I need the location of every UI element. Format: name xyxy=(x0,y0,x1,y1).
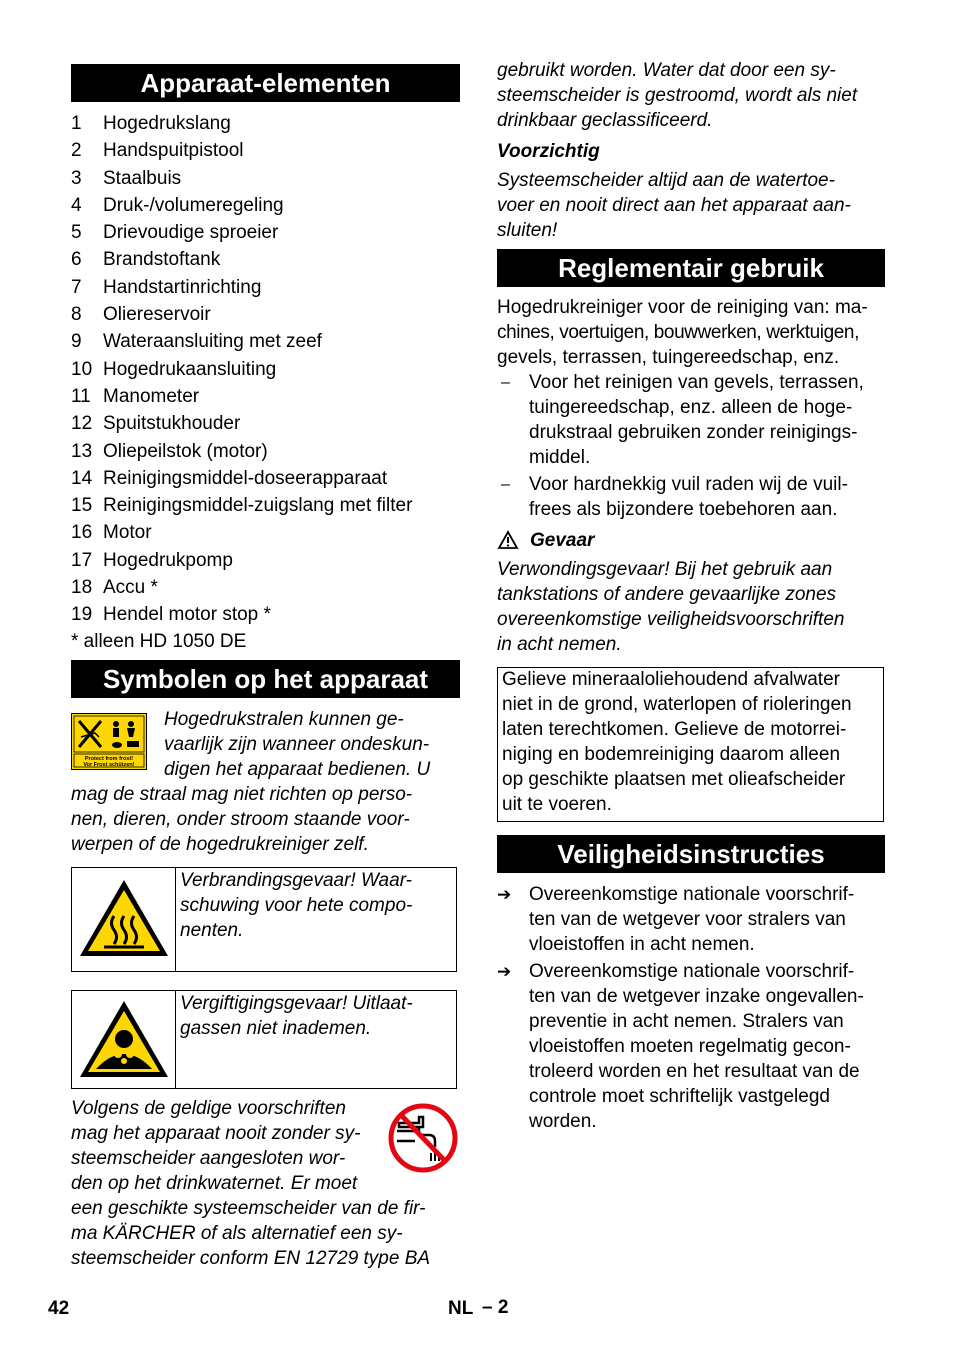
item-number: 2 xyxy=(71,140,82,162)
frost-label-en: Protect from frost! xyxy=(84,756,134,762)
list-item xyxy=(71,165,412,192)
use-text-line: gevels, terrassen, tuingereedschap, enz. xyxy=(497,347,840,368)
dash-bullet: – xyxy=(501,374,510,391)
safety2-line: Overeenkomstige nationale voorschrif- xyxy=(529,961,855,982)
safety2-line: ten van de wetgever inzake ongevallen- xyxy=(529,986,864,1007)
item-label: Reinigingsmiddel-zuigslang met filter xyxy=(103,495,413,517)
item-label: Manometer xyxy=(103,385,200,407)
symbol1-text-line: digen het apparaat bedienen. U xyxy=(164,759,431,780)
item-label: Oliepeilstok (motor) xyxy=(103,440,268,462)
item-label: Oliereservoir xyxy=(103,304,211,326)
footnote: * alleen HD 1050 DE xyxy=(71,631,247,652)
item-label: Drievoudige sproeier xyxy=(103,222,279,244)
item-number: 6 xyxy=(71,249,82,271)
item-number: 10 xyxy=(71,358,93,380)
item-label: Hendel motor stop * xyxy=(103,604,271,626)
danger-text-line: in acht nemen. xyxy=(497,634,622,655)
list-item xyxy=(71,192,412,219)
item-label: Handstartinrichting xyxy=(103,276,262,298)
item-label: Brandstoftank xyxy=(103,249,221,271)
item-label: Spuitstukhouder xyxy=(103,413,241,435)
use-text-line: chines, voertuigen, bouwwerken, werktuigen, xyxy=(497,322,859,343)
list-item xyxy=(71,356,412,383)
list-item xyxy=(71,328,412,355)
list-item xyxy=(71,137,412,164)
item-number: 1 xyxy=(71,113,82,134)
item-number: 16 xyxy=(71,522,93,544)
symbol1-text-line: mag de straal mag niet richten op perso- xyxy=(71,784,413,805)
continued-text-line: drinkbaar geclassificeerd. xyxy=(497,110,713,131)
item-number: 12 xyxy=(71,413,93,435)
item-number: 4 xyxy=(71,194,82,216)
list-item xyxy=(71,492,412,519)
safety1-line: Overeenkomstige nationale voorschrif- xyxy=(529,884,855,905)
item-label: Reinigingsmiddel-doseerapparaat xyxy=(103,467,388,489)
item-number: 15 xyxy=(71,495,93,517)
list-item xyxy=(71,438,412,465)
symbol1-text-line: nen, dieren, onder stroom staande voor- xyxy=(71,809,410,830)
water-text-line: ma KÄRCHER of als alternatief een sy- xyxy=(71,1223,403,1244)
water-text-line: steemscheider conform EN 12729 type BA xyxy=(71,1248,431,1269)
list-item xyxy=(71,246,412,273)
item-label: Druk-/volumeregeling xyxy=(103,194,284,216)
section-title-reglementair: Reglementair gebruik xyxy=(497,249,885,287)
arrow-bullet-icon: ➔ xyxy=(497,962,512,981)
item-number: 18 xyxy=(71,577,93,599)
danger-text-line: tankstations of andere gevaarlijke zones xyxy=(497,584,837,605)
danger-text-line: Verwondingsgevaar! Bij het gebruik aan xyxy=(497,559,833,580)
symbol1-text-line: vaarlijk zijn wanneer ondeskun- xyxy=(164,734,430,755)
item-label: Hogedrukaansluiting xyxy=(103,358,277,380)
safety2-line: controle moet schriftelijk vastgelegd xyxy=(529,1086,830,1107)
danger-heading: Gevaar xyxy=(530,530,595,551)
list-item xyxy=(71,410,412,437)
hot-warning-line: Verbrandingsgevaar! Waar- xyxy=(180,870,412,891)
icon-cell xyxy=(72,991,176,1088)
gas-warning-line: Vergiftigingsgevaar! Uitlaat- xyxy=(180,993,413,1014)
high-pressure-warning-label-icon xyxy=(71,713,147,770)
list-item xyxy=(71,219,412,246)
item-number: 11 xyxy=(71,385,91,407)
parts-list xyxy=(71,110,412,629)
symbol1-text-line: Hogedrukstralen kunnen ge- xyxy=(164,709,404,730)
water-text-line: steemscheider aangesloten wor- xyxy=(71,1148,346,1169)
bullet1-line: tuingereedschap, enz. alleen de hoge- xyxy=(529,397,853,418)
toxic-gas-icon xyxy=(76,999,172,1085)
item-number: 7 xyxy=(71,276,82,298)
item-number: 14 xyxy=(71,467,93,489)
item-number: 19 xyxy=(71,604,93,626)
water-text-line: Volgens de geldige voorschriften xyxy=(71,1098,346,1119)
list-item xyxy=(71,383,412,410)
note-line: niging en bodemreiniging daarom alleen xyxy=(502,744,841,765)
water-text-line: een geschikte systeemscheider van de fir- xyxy=(71,1198,426,1219)
dash-bullet: – xyxy=(501,476,510,493)
use-text-line: Hogedrukreiniger voor de reiniging van: ma- xyxy=(497,297,868,318)
frost-label-de: Vor Frost schützen! xyxy=(83,762,135,768)
safety2-line: troleerd worden en het resultaat van de xyxy=(529,1061,860,1082)
caution-text-line: Systeemscheider altijd aan de watertoe- xyxy=(497,170,835,191)
warning-triangle-icon xyxy=(497,530,519,550)
section-title-symbolen: Symbolen op het apparaat xyxy=(71,660,460,698)
symbol1-text-line: werpen of de hogedrukreiniger zelf. xyxy=(71,834,369,855)
item-number: 13 xyxy=(71,440,93,462)
water-text-line: mag het apparaat nooit zonder sy- xyxy=(71,1123,361,1144)
list-item xyxy=(71,519,412,546)
note-line: laten terechtkomen. Gelieve de motorrei- xyxy=(502,719,847,740)
item-number: 8 xyxy=(71,304,82,326)
item-label: Hogedrukslang xyxy=(103,113,231,134)
safety2-line: preventie in acht nemen. Stralers van xyxy=(529,1011,844,1032)
safety2-line: worden. xyxy=(529,1111,597,1132)
icon-cell xyxy=(72,868,176,971)
continued-text-line: gebruikt worden. Water dat door een sy- xyxy=(497,60,836,81)
safety1-line: ten van de wetgever voor stralers van xyxy=(529,909,846,930)
item-number: 5 xyxy=(71,222,82,244)
item-number: 9 xyxy=(71,331,82,353)
item-label: Accu * xyxy=(103,577,158,599)
item-number: 3 xyxy=(71,167,82,189)
list-item xyxy=(71,301,412,328)
water-text-line: den op het drinkwaternet. Er moet xyxy=(71,1173,358,1194)
list-item xyxy=(71,601,412,628)
page-number: 42 xyxy=(48,1298,70,1319)
item-label: Staalbuis xyxy=(103,167,182,189)
caution-heading: Voorzichtig xyxy=(497,141,600,162)
note-line: niet in de grond, waterlopen of rioleringen xyxy=(502,694,852,715)
sub-page-number: – 2 xyxy=(482,1297,509,1318)
item-label: Motor xyxy=(103,522,152,544)
hot-warning-line: schuwing voor hete compo- xyxy=(180,895,413,916)
arrow-bullet-icon: ➔ xyxy=(497,885,512,904)
danger-text-line: overeenkomstige veiligheidsvoorschriften xyxy=(497,609,845,630)
section-title-apparaat-elementen: Apparaat-elementen xyxy=(71,64,460,102)
continued-text-line: steemscheider is gestroomd, wordt als niet xyxy=(497,85,858,106)
note-line: uit te voeren. xyxy=(502,794,612,815)
safety1-line: vloeistoffen in acht nemen. xyxy=(529,934,755,955)
note-line: Gelieve mineraaloliehoudend afvalwater xyxy=(502,669,840,690)
caution-text-line: voer en nooit direct aan het apparaat aan- xyxy=(497,195,851,216)
list-item xyxy=(71,274,412,301)
item-label: Hogedrukpomp xyxy=(103,549,233,571)
hot-warning-line: nenten. xyxy=(180,920,244,941)
item-label: Wateraansluiting met zeef xyxy=(103,331,322,353)
language-code: NL xyxy=(448,1298,474,1319)
list-item xyxy=(71,574,412,601)
note-line: op geschikte plaatsen met olieafscheider xyxy=(502,769,846,790)
gas-warning-line: gassen niet inademen. xyxy=(180,1018,372,1039)
safety2-line: vloeistoffen moeten regelmatig gecon- xyxy=(529,1036,851,1057)
item-number: 17 xyxy=(71,549,93,571)
list-item xyxy=(71,465,412,492)
caution-text-line: sluiten! xyxy=(497,220,558,241)
bullet2-line: Voor hardnekkig vuil raden wij de vuil- xyxy=(529,474,848,495)
bullet1-line: drukstraal gebruiken zonder reinigings- xyxy=(529,422,858,443)
bullet1-line: Voor het reinigen van gevels, terrassen, xyxy=(529,372,864,393)
no-drinking-water-connection-icon xyxy=(387,1101,459,1175)
hot-surface-warning-box xyxy=(71,867,457,972)
environment-note-box xyxy=(497,667,884,822)
list-item xyxy=(71,547,412,574)
list-item xyxy=(71,110,412,137)
item-label: Handspuitpistool xyxy=(103,140,244,162)
toxic-gas-warning-box xyxy=(71,990,457,1089)
hot-surface-icon xyxy=(76,876,172,962)
bullet1-line: middel. xyxy=(529,447,591,468)
section-title-veiligheid: Veiligheidsinstructies xyxy=(497,835,885,873)
bullet2-line: frees als bijzondere toebehoren aan. xyxy=(529,499,838,520)
